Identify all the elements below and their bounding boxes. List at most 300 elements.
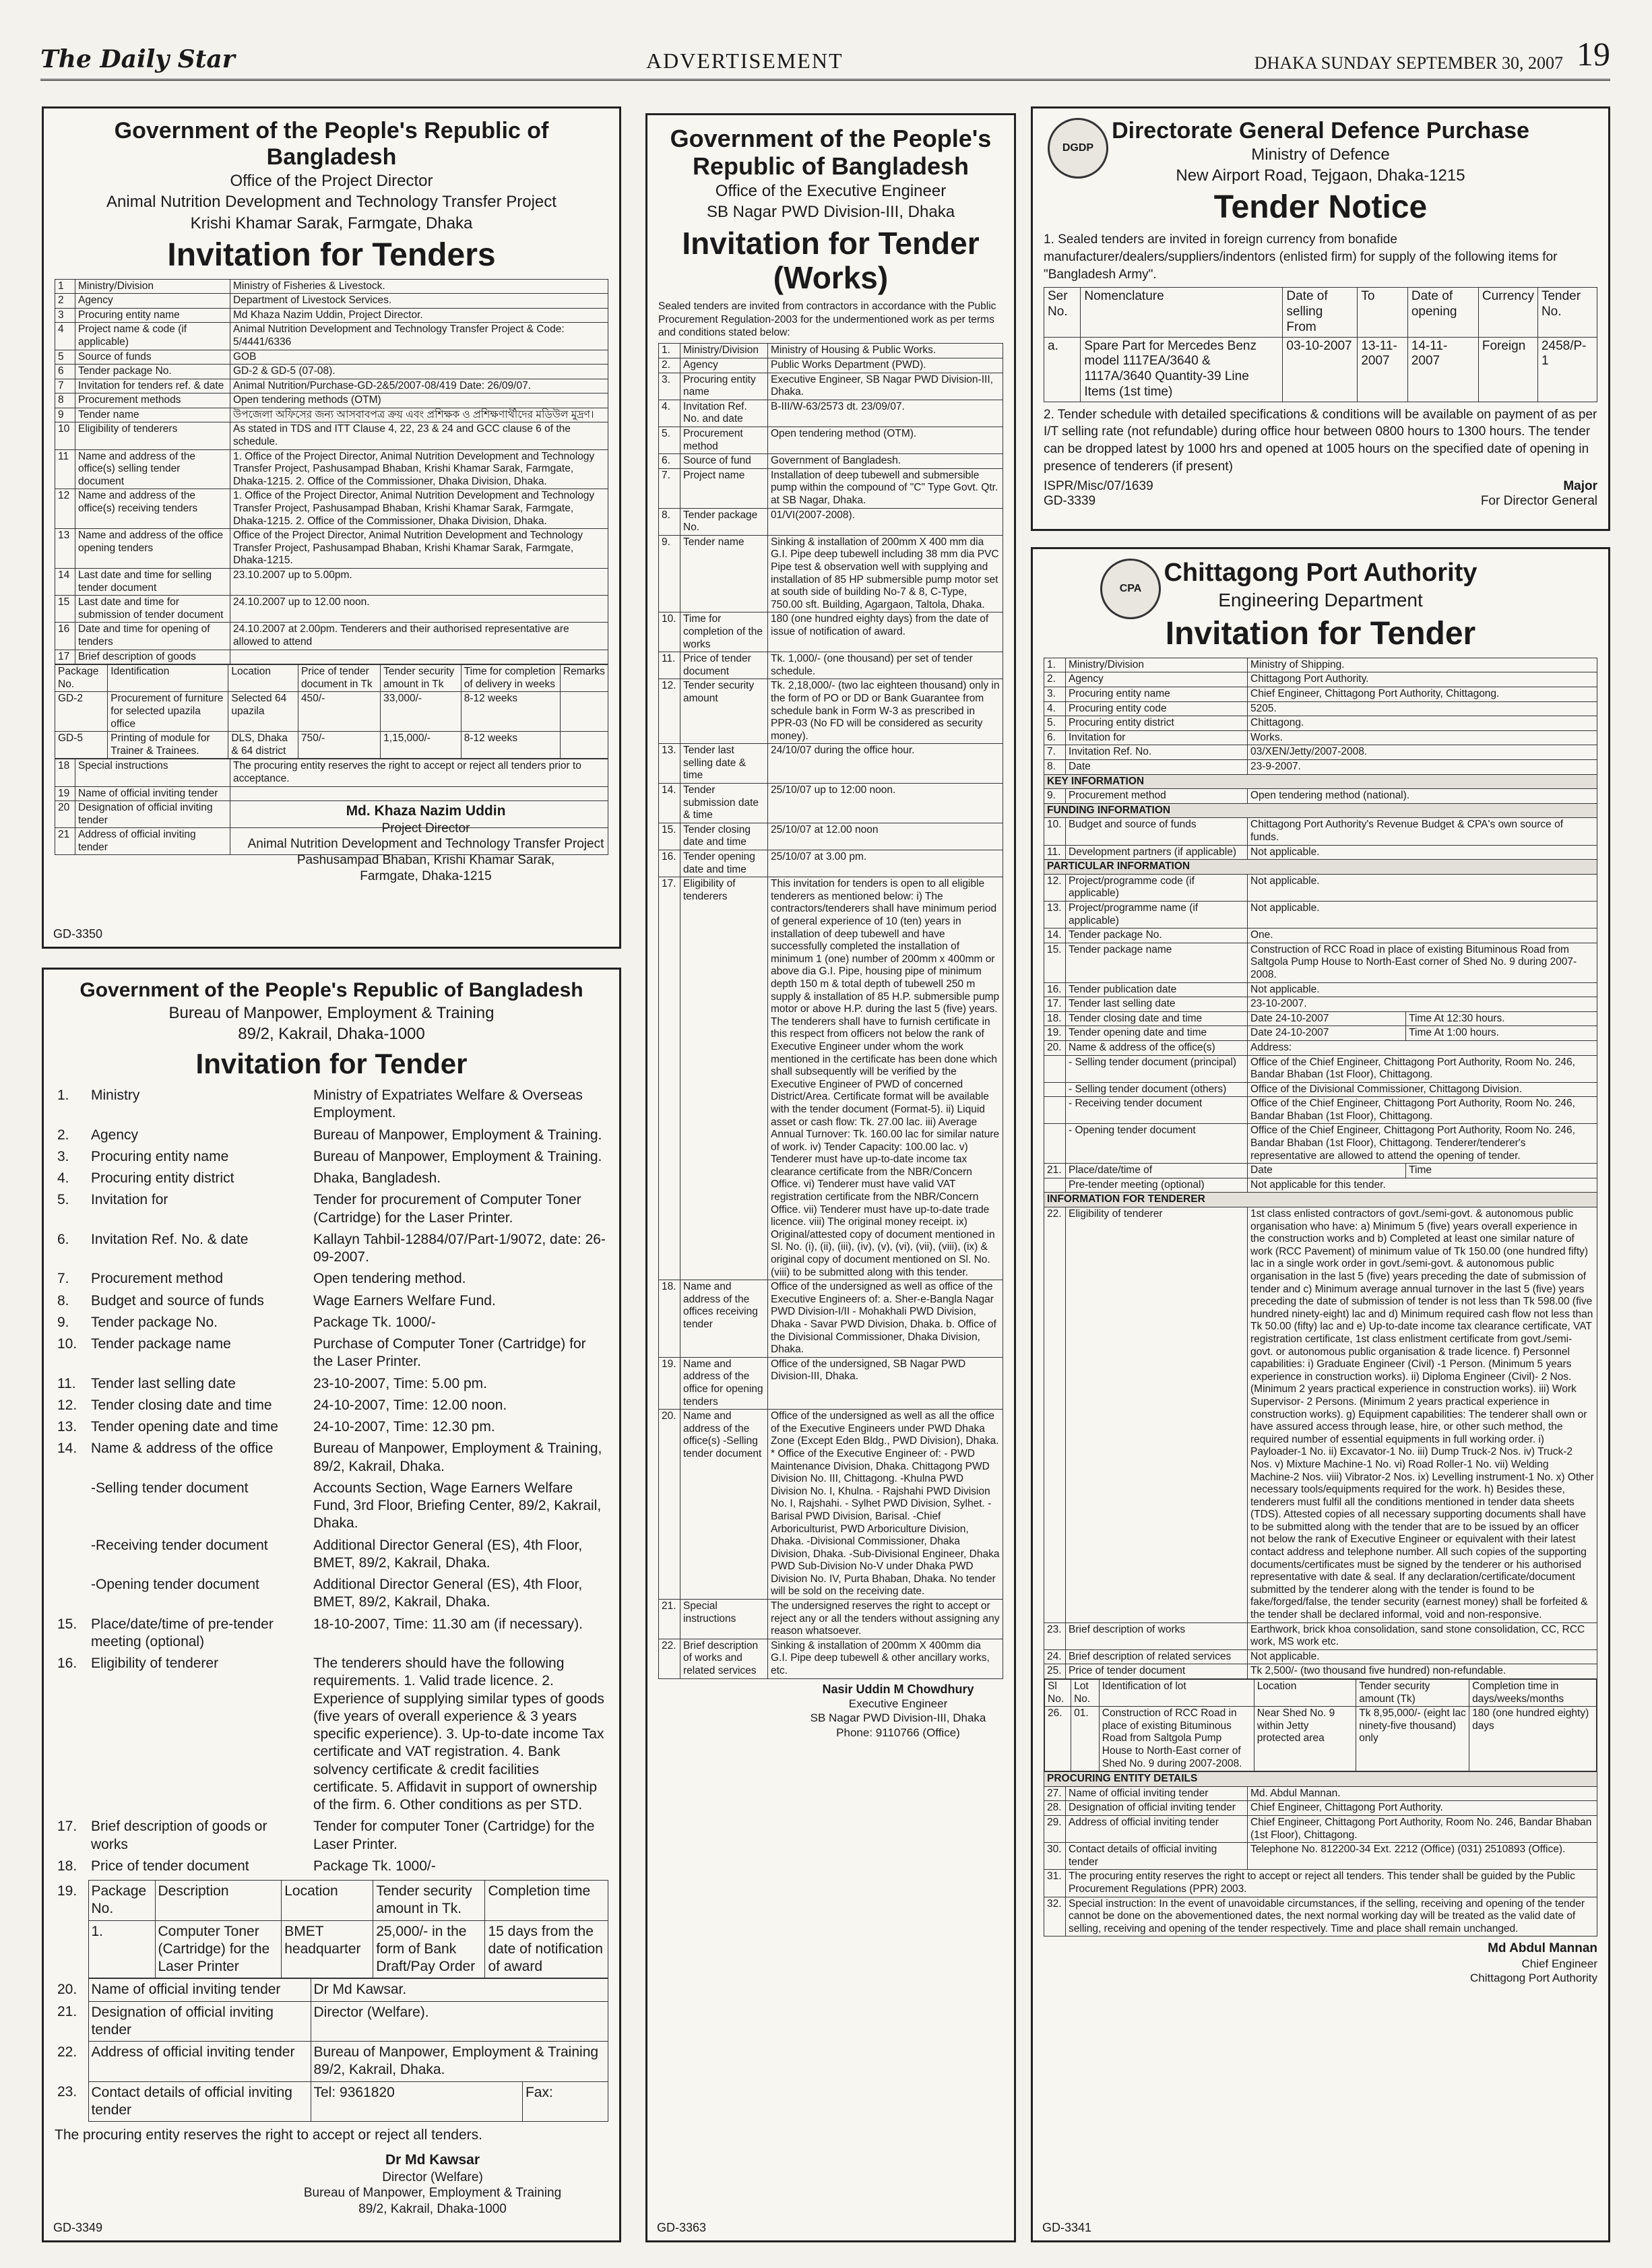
table-cell: Chief Engineer, Chittagong Port Authority. — [1248, 1801, 1597, 1816]
table-cell: Animal Nutrition/Purchase-GD-2&5/2007-08/419 Date: 26/09/07. — [230, 379, 608, 393]
table-cell: Name and address of the office opening tenders — [75, 529, 230, 569]
ad2-signature — [257, 2151, 608, 2217]
table-row — [55, 759, 608, 786]
table-cell: Name and address of the office(s) receiving tenders — [75, 489, 230, 529]
table-cell: Eligibility of tenderer — [91, 1656, 219, 1672]
table-cell: Office of the Divisional Commissioner, Chittagong Division. — [1248, 1082, 1597, 1097]
ad4-c6: 2458/P-1 — [1537, 337, 1597, 402]
ad1-signature — [243, 802, 608, 884]
table-row — [55, 529, 608, 569]
table-cell: Agency — [680, 358, 768, 373]
table-cell: 4 — [55, 323, 75, 350]
table-cell: -Receiving tender document — [91, 1537, 268, 1553]
table-cell: Open tendering method (national). — [1248, 789, 1597, 804]
table-cell: Ministry/Division — [1066, 658, 1248, 672]
table-cell: Not applicable. — [1248, 982, 1597, 997]
table-cell: 21 — [55, 828, 75, 855]
table-row — [659, 744, 1003, 784]
table-cell: Address of official inviting tender — [88, 2042, 311, 2082]
ad3-office: Office of the Executive Engineer — [715, 181, 947, 200]
table-cell: 18. — [1044, 1011, 1066, 1026]
ad4-h6: Tender No. — [1537, 288, 1597, 337]
table-cell: 25/10/07 at 12.00 noon — [768, 823, 1003, 850]
table-row — [55, 1535, 608, 1575]
table-cell: Tk 2,500/- (two thousand five hundred) non-refundable. — [1248, 1664, 1597, 1679]
ad2-pkg-c3: 25,000/- in the form of Bank Draft/Pay Order — [373, 1920, 485, 1978]
section-header — [1044, 1193, 1597, 1207]
ad5-org: Chittagong Port Authority — [1164, 559, 1478, 587]
table-cell: 01. — [1071, 1707, 1100, 1771]
ad-pwd — [645, 113, 1016, 2242]
ad5-title: Invitation for Tender — [1165, 616, 1476, 652]
table-cell: 8-12 weeks — [461, 732, 560, 759]
table-cell: Package Tk. 1000/- — [313, 1314, 436, 1330]
table-cell: 3. — [57, 1148, 69, 1164]
table-cell: Tender for procurement of Computer Toner (Cartridge) for the Laser Printer. — [313, 1192, 581, 1226]
table-cell: 450/- — [298, 692, 380, 732]
table-cell: Public Works Department (PWD). — [768, 358, 1003, 373]
table-cell: Office of the undersigned as well as all the office of the Executive Engineers under PWD Dhaka Zone (Except Eden Bldg., PWD Division), Dhaka. * Office of the Executive Engineer of: - PWD Maintenance Division, Dhaka. Chittagong PWD Division No. III, Chittagong. -Khulna PWD Division No. I, Khulna. - Rajshahi PWD Division No. I, Rajshahi. - Sylhet PWD Division, Sylhet. -Barisal PWD Division, Barisal. -Chief Arboriculturist, PWD Arboriculture Division, Dhaka. -Divisional Commissioner, Dhaka Division, Dhaka. -Sub-Divisional Engineer, Dhaka PWD Sub-Division No-V under Dhaka PWD Division No. IV, Purta Bhaban, Dhaka. No tender will be sold on the receiving date. — [768, 1410, 1003, 1600]
lot-table — [1044, 1679, 1597, 1771]
column-header: Location — [228, 665, 298, 692]
table-cell: 2. — [57, 1127, 69, 1143]
table-cell: Bureau of Manpower, Employment & Training. — [313, 1148, 602, 1164]
table-cell: Procuring entity name — [75, 308, 230, 323]
table-cell — [560, 732, 608, 759]
table-row — [1044, 1124, 1597, 1164]
table-cell: 14. — [659, 784, 680, 823]
table-cell: 1st class enlisted contractors of govt./semi-govt. & autonomous public organisation who have: a) Minimum 5 (five) years overall experience in the construction works and b) Completed at least one similar nature of work (RCC Pavement) of minimum value of Tk 150.00 (one hundred fifty) lac in a single work order in govt./semi-govt. & autonomous public organisation in the last 5 (five) years preceding the date of submission of tender and c) Minimum average annual turnover in the last 5 (five) years preceding the date of submission of tender is not less than Tk 598.00 (five hundred ninety-eight) lac and d) Minimum required cash flow not less than Tk 50.00 (fifty) lac and e) Up-to-date income tax clearance certificate, VAT registration certificate, 1st class enlistment certificate from govt./semi-govt. or autonomous public organisation & trade licence. f) Personnel capabilities: i) Graduate Engineer (Civil) -1 Person. (Minimum 5 years experience in construction works). ii) Diploma Engineer (Civil)- 2 Nos. (Minimum 2 years practical experience in construction works). iii) Work Supervisor- 2 Persons. (Minimum 2 years practical experience in construction works). g) Equipment capabilities: The tenderer shall own or have assured access through lease, hire, or other such method, the required number of essential equipments in full working order. i) Payloader-1 No. ii) Excavator-1 No. iii) Dump Truck-2 Nos. iv) Truck-2 Nos. v) Mixture Machine-1 No. vi) Road Roller-1 No. vii) Welding Machine-2 Nos. viii) Vibrator-2 Nos. ix) Levelling instrument-1 No. x) Other necessary tools/equipments required for the work. h) Besides these, tenderers must fulfil all the conditions mentioned in tender data sheets (TDS). Attested copies of all necessary supporting documents shall have to be submitted along with the tender that are to be issued by an officer not below the rank of Executive Engineer or equivalent with their latest contact address and telephone number. All such copies of the supporting documents/certificates must be signed by the tenderer or his authorised representative with date & seal. If any declaration/certificate/document submitted by the tenderer along with the tender is found to be fake/forged/false, the tender security (earnest money) shall be forfeited & the tender shall be declared informal, void and non-responsive. — [1248, 1207, 1597, 1623]
table-cell: Brief description of works and related services — [680, 1639, 768, 1678]
table-cell: Ministry of Expatriates Welfare & Overseas Employment. — [313, 1088, 583, 1121]
ad2-address: 89/2, Kakrail, Dhaka-1000 — [238, 1024, 425, 1043]
table-cell: 13. — [1044, 901, 1066, 928]
table-row — [1044, 1664, 1597, 1679]
table-cell: Procuring entity name — [680, 373, 768, 400]
table-cell: Invitation Ref. No. — [1066, 745, 1248, 760]
table-cell: Tender package No. — [1066, 928, 1248, 943]
table-cell: Name of official inviting tender — [1066, 1786, 1248, 1801]
table-cell: Date 24-10-2007 — [1248, 1026, 1406, 1041]
ad2-signer-title: Director (Welfare) — [382, 2170, 483, 2184]
ad2-reserve: The procuring entity reserves the right to accept or reject all tenders. — [55, 2127, 482, 2143]
table-cell: Tender closing date and time — [680, 823, 768, 850]
ad5-signature — [1044, 1941, 1597, 1985]
table-cell: Sinking & installation of 200mm X 400 mm dia G.I. Pipe deep tubewell including 38 mm dia PVC Pipe test & observation well with supplying and installation of 85 HP submersible pump motor set at south side of building No-7 & 8, C-Type, 750.00 sft. Building, Agargaon, Taltola, Dhaka. — [768, 535, 1003, 612]
masthead — [40, 35, 1610, 81]
table-cell: 5. — [57, 1192, 69, 1208]
table-cell: Package Tk. 1000/- — [313, 1858, 436, 1874]
table-cell: 5. — [659, 427, 680, 454]
table-row — [659, 612, 1003, 652]
table-cell: 2. — [1044, 672, 1066, 687]
funding-information-header: FUNDING INFORMATION — [1044, 803, 1597, 818]
table-row — [659, 400, 1003, 427]
table-header — [1045, 1680, 1597, 1707]
column-header: Lot No. — [1071, 1680, 1100, 1707]
table-row — [1044, 716, 1597, 731]
section-name: ADVERTISEMENT — [645, 49, 844, 73]
table-row — [55, 732, 608, 759]
table-cell: Place/date/time of — [1066, 1164, 1248, 1178]
table-row — [659, 784, 1003, 823]
table-cell: Development partners (if applicable) — [1066, 845, 1248, 860]
ad2-code: GD-3349 — [53, 2221, 103, 2234]
table-cell: Tk 8,95,000/- (eight lac ninety-five thousand) only — [1356, 1707, 1469, 1771]
table-cell: Date — [1066, 760, 1248, 775]
table-row — [1044, 997, 1597, 1012]
table-cell: 19. — [1044, 1026, 1066, 1041]
ad-cpa — [1031, 547, 1610, 2242]
table-cell: 6. — [1044, 730, 1066, 745]
tenderer-information-header: INFORMATION FOR TENDERER — [1044, 1193, 1597, 1207]
ad1-gov: Government of the People's Republic of Bangladesh — [114, 118, 549, 170]
table-row — [55, 1333, 608, 1373]
column-header: Sl No. — [1045, 1680, 1071, 1707]
table-cell: Tender last selling date & time — [680, 744, 768, 784]
table-cell: 13 — [55, 529, 75, 569]
table-row — [1044, 1623, 1597, 1649]
date-block — [1254, 34, 1610, 73]
table-cell: 9. — [1044, 789, 1066, 804]
ad1-signer: Md. Khaza Nazim Uddin — [346, 803, 506, 819]
table-row — [1044, 901, 1597, 928]
table-cell: 24-10-2007, Time: 12.30 pm. — [313, 1419, 495, 1435]
table-cell: Procuring entity name — [1066, 687, 1248, 702]
table-cell: 26. — [1045, 1707, 1071, 1771]
ad4-signer: Major — [1563, 479, 1597, 494]
ad4-note: 2. Tender schedule with detailed specifications & conditions will be available on payment of as per I/T selling rate (not refundable) during office hour between 0800 hours to 1300 hours. The tender can be dropped latest by 1000 hrs and opened at 1005 hours on the specified date of opening in presence of tenderers (if present) — [1044, 407, 1597, 474]
table-cell: 16 — [55, 623, 75, 650]
table-cell: 2. — [659, 358, 680, 373]
table-cell: 1. — [1044, 658, 1066, 672]
table-cell: Office of the undersigned as well as office of the Executive Engineers of: a. Sher-e-Bangla Nagar PWD Division-I/II - Mohakhali PWD Division, Dhaka - Savar PWD Division, Dhaka. b. Office of the Divisional Commissioner, Dhaka Division, Dhaka. — [768, 1280, 1003, 1358]
table-cell: 21. — [659, 1600, 680, 1639]
table-cell: Address of official inviting tender — [1066, 1815, 1248, 1842]
table-row — [55, 1168, 608, 1189]
table-row — [55, 449, 608, 489]
table-cell: - Selling tender document (others) — [1066, 1082, 1248, 1097]
table-cell: Sinking & installation of 200mm X 400mm dia G.I. Pipe deep tubewell & other ancillary works, etc. — [768, 1639, 1003, 1678]
ad4-org: Directorate General Defence Purchase — [1112, 118, 1529, 144]
table-row — [55, 279, 608, 294]
table-cell: 7 — [55, 379, 75, 393]
table-cell: Tender last selling date — [91, 1375, 236, 1391]
table-cell: 1 — [55, 279, 75, 294]
ad2-signer-addr2: 89/2, Kakrail, Dhaka-1000 — [358, 2202, 507, 2217]
ad4-signer-title: For Director General — [1480, 494, 1597, 509]
ad2-pkg-h3: Tender security amount in Tk. — [373, 1881, 485, 1921]
table-cell: Office of the undersigned, SB Nagar PWD Division-III, Dhaka. — [768, 1357, 1003, 1409]
table-cell: Date 24-10-2007 — [1248, 1011, 1406, 1026]
table-cell: 19. — [659, 1357, 680, 1409]
table-cell: 11. — [1044, 845, 1066, 860]
column-header: Package No. — [55, 665, 108, 692]
ad3-code: GD-3363 — [657, 2221, 707, 2234]
ad-dgdp — [1031, 106, 1610, 531]
table-cell: 20. — [1044, 1040, 1066, 1055]
table-cell: Tender security amount — [680, 679, 768, 744]
table-cell: Tender package No. — [91, 1314, 218, 1330]
table-cell: 13. — [57, 1419, 77, 1435]
table-cell: Tender publication date — [1066, 982, 1248, 997]
table-row — [659, 850, 1003, 877]
table-row — [55, 1312, 608, 1333]
table-cell: 5205. — [1248, 701, 1597, 716]
table-cell: Designation of official inviting tender — [1066, 1801, 1248, 1816]
key-information-header: KEY INFORMATION — [1044, 774, 1597, 789]
ad-bmet — [42, 968, 621, 2242]
table-row — [1044, 1897, 1597, 1936]
table-cell: Eligibility of tenderer — [1066, 1207, 1248, 1623]
table-row — [55, 1268, 608, 1290]
table-cell: The procuring entity reserves the right to accept or reject all tenders. This tender shall be guided by the Public Procurement Regulations (PPR) 2003. — [1066, 1870, 1597, 1897]
table-row — [1044, 1040, 1597, 1055]
table-cell: Invitation for — [91, 1192, 168, 1208]
table-cell: 18 — [55, 759, 75, 786]
table-row — [55, 596, 608, 623]
table-cell: Not applicable. — [1248, 874, 1597, 901]
column-header: Location — [1254, 1680, 1356, 1707]
table-cell: Fax: — [522, 2081, 608, 2122]
table-row — [659, 1639, 1003, 1678]
table-cell: 20. — [659, 1410, 680, 1600]
table-cell: Tender opening date and time — [680, 850, 768, 877]
table-cell — [1044, 1055, 1066, 1082]
table-cell: 17. — [659, 877, 680, 1280]
table-cell: As stated in TDS and ITT Clause 4, 22, 23 & 24 and GCC clause 6 of the schedule. — [230, 422, 608, 449]
table-cell: Brief description of goods — [75, 650, 230, 664]
table-cell: GD-2 — [55, 692, 108, 732]
table-cell — [55, 1478, 88, 1535]
table-row — [55, 1416, 608, 1438]
table-cell: Tender for computer Toner (Cartridge) for the Laser Printer. — [313, 1819, 595, 1852]
ad2-pkg-h2: Location — [282, 1881, 373, 1921]
issue-date: DHAKA SUNDAY SEPTEMBER 30, 2007 — [1254, 53, 1563, 73]
table-row — [55, 1574, 608, 1614]
table-row — [1044, 943, 1597, 982]
table-cell: 14. — [1044, 928, 1066, 943]
table-cell: Ministry/Division — [75, 279, 230, 294]
table-cell: 24.10.2007 up to 12.00 noon. — [230, 596, 608, 623]
table-cell: Agency — [1066, 672, 1248, 687]
table-cell: Project name & code (if applicable) — [75, 323, 230, 350]
table-cell: Date and time for opening of tenders — [75, 623, 230, 650]
table-row — [55, 650, 608, 664]
table-row — [55, 323, 608, 350]
table-cell: Time At 1:00 hours. — [1406, 1026, 1597, 1041]
table-cell: Source of fund — [680, 454, 768, 469]
table-cell: Office of the Project Director, Animal Nutrition Development and Technology Transfer Project, Pashusampad Bhaban, Krishi Khamar Sarak, Farmgate, Dhaka-1215. — [230, 529, 608, 569]
ad4-code: GD-3339 — [1044, 494, 1096, 509]
table-cell: Md Khaza Nazim Uddin, Project Director. — [230, 308, 608, 323]
table-cell: Eligibility of tenderers — [75, 422, 230, 449]
table-cell: Pre-tender meeting (optional) — [1066, 1178, 1248, 1193]
ad3-signer-title: Executive Engineer — [848, 1697, 948, 1711]
table-cell: Tender name — [75, 408, 230, 422]
table-row — [55, 1395, 608, 1416]
table-row — [1044, 1870, 1597, 1897]
ad2-table — [55, 1085, 608, 1877]
ad2-pkg-h0: Package No. — [88, 1881, 155, 1921]
table-cell: 23.10.2007 up to 5.00pm. — [230, 569, 608, 596]
table-cell: - Receiving tender document — [1066, 1097, 1248, 1124]
table-cell: -Selling tender document — [91, 1480, 249, 1496]
table-row — [1044, 672, 1597, 687]
table-cell: 7. — [1044, 745, 1066, 760]
ad4-address: New Airport Road, Tejgaon, Dhaka-1215 — [1176, 166, 1465, 185]
table-row — [55, 1856, 608, 1877]
table-cell: Tender package No. — [680, 508, 768, 535]
table-row — [1044, 1026, 1597, 1041]
ad4-footer — [1044, 479, 1597, 509]
table-cell: 12 — [55, 489, 75, 529]
ad2-row19-num: 19. — [57, 1883, 77, 1899]
table-cell: 5. — [1044, 716, 1066, 731]
table-cell: Not applicable for this tender. — [1248, 1178, 1597, 1193]
ad1-project: Animal Nutrition Development and Technology Transfer Project — [106, 193, 557, 212]
column-header: Identification — [108, 665, 228, 692]
table-cell: Budget and source of funds — [91, 1292, 264, 1309]
table-cell: 9 — [55, 408, 75, 422]
table-row — [55, 422, 608, 449]
table-cell: Tk. 2,18,000/- (two lac eighteen thousand) only in the form of PO or DD or Bank Guarantee from schedule bank in Form W-3 as prescribed in PPR-03 (No FD will be considered as security money). — [768, 679, 1003, 744]
table-cell: Works. — [1248, 730, 1597, 745]
table-cell: Wage Earners Welfare Fund. — [313, 1292, 496, 1309]
table-row — [55, 2042, 608, 2082]
ad4-c4: 14-11-2007 — [1407, 337, 1478, 402]
table-cell: Procuring entity code — [1066, 701, 1248, 716]
ad4-title: Tender Notice — [1213, 189, 1428, 226]
table-cell: Bureau of Manpower, Employment & Training 89/2, Kakrail, Dhaka. — [311, 2042, 608, 2082]
ad4-ministry: Ministry of Defence — [1251, 146, 1390, 164]
table-cell: 24-10-2007, Time: 12.00 noon. — [313, 1397, 507, 1413]
table-cell: Tender last selling date — [1066, 997, 1248, 1012]
table-cell: 12. — [659, 679, 680, 744]
table-cell: Designation of official inviting tender — [88, 2001, 311, 2042]
table-cell: Chief Engineer, Chittagong Port Authority, Room No. 246, Bandar Bhaban (1st Floor), Chittagong. — [1248, 1815, 1597, 1842]
table-row — [55, 1085, 608, 1125]
ad4-c3: 13-11-2007 — [1358, 337, 1408, 402]
table-cell: Open tendering method (OTM). — [768, 427, 1003, 454]
table-row — [659, 454, 1003, 469]
table-cell: 750/- — [298, 732, 380, 759]
table-row — [659, 1357, 1003, 1409]
table-cell: Dhaka, Bangladesh. — [313, 1170, 441, 1187]
table-cell: Procurement methods — [75, 393, 230, 408]
ad1-signer-addr1: Animal Nutrition Development and Technology Transfer Project — [247, 837, 604, 852]
table-cell: 25/10/07 up to 12:00 noon. — [768, 784, 1003, 823]
table-cell: Near Shed No. 9 within Jetty protected area — [1254, 1707, 1356, 1771]
page-number: 19 — [1576, 35, 1610, 73]
ad2-office: Bureau of Manpower, Employment & Training — [168, 1003, 495, 1022]
table-row — [659, 877, 1003, 1280]
table-cell: Tender opening date and time — [1066, 1026, 1248, 1041]
table-cell: 25. — [1044, 1664, 1066, 1679]
table-cell: Installation of deep tubewell and submersible pump within the compound of "C" Type Govt. Qtr. at SB Nagar, Dhaka. — [768, 468, 1003, 508]
table-cell: Executive Engineer, SB Nagar PWD Division-III, Dhaka. — [768, 373, 1003, 400]
table-cell: Office of the Chief Engineer, Chittagong Port Authority, Room No. 246, Bandar Bhaban (1st Floor), Chittagong. Tenderer/tenderer's representative are allowed to attend the opening of tender. — [1248, 1124, 1597, 1164]
table-cell: Office of the Chief Engineer, Chittagong Port Authority, Room No. 246, Bandar Bhaban (1st Floor), Chittagong. — [1248, 1097, 1597, 1124]
table-cell: Tender closing date and time — [91, 1397, 272, 1413]
table-cell: 10. — [57, 1336, 77, 1352]
table-cell: Project/programme name (if applicable) — [1066, 901, 1248, 928]
table-row — [1044, 760, 1597, 775]
table-row — [659, 373, 1003, 400]
table-row — [55, 1438, 608, 1478]
ad4-c5: Foreign — [1478, 337, 1537, 402]
table-cell: - Opening tender document — [1066, 1124, 1248, 1164]
table-cell: The undersigned reserves the right to accept or reject any or all the tenders without assigning any reason whatsoever. — [768, 1600, 1003, 1639]
table-cell: 16. — [57, 1656, 77, 1672]
table-cell: 6 — [55, 365, 75, 379]
ad4-h5: Currency — [1478, 288, 1537, 337]
table-row — [1044, 845, 1597, 860]
table-cell: Earthwork, brick khoa consolidation, sand stone consolidation, CC, RCC work, MS work etc. — [1248, 1623, 1597, 1649]
table-cell: 24.10.2007 at 2.00pm. Tenderers and their authorised representative are allowed to attend — [230, 623, 608, 650]
lot-row — [1044, 1679, 1597, 1772]
table-cell: Budget and source of funds — [1066, 818, 1248, 845]
table-row — [55, 1125, 608, 1146]
table-row — [55, 786, 608, 801]
table-cell: 25/10/07 at 3.00 pm. — [768, 850, 1003, 877]
table-cell: 10. — [659, 612, 680, 652]
table-row — [55, 692, 608, 732]
table-cell: Invitation Ref. No. & date — [91, 1231, 249, 1247]
table-cell: B-III/W-63/2573 dt. 23/09/07. — [768, 400, 1003, 427]
particular-information-header: PARTICULAR INFORMATION — [1044, 860, 1597, 875]
table-cell: Md. Abdul Mannan. — [1248, 1786, 1597, 1801]
ad1-signer-addr3: Farmgate, Dhaka-1215 — [360, 869, 492, 883]
table-row — [55, 365, 608, 379]
table-cell: Procurement method — [680, 427, 768, 454]
ad5-signer-title: Chief Engineer — [1521, 1957, 1597, 1971]
table-cell: 8. — [57, 1292, 69, 1309]
table-row — [55, 569, 608, 596]
table-cell: 4. — [1044, 701, 1066, 716]
table-cell: Chittagong Port Authority's Revenue Budget & CPA's own source of funds. — [1248, 818, 1597, 845]
table-cell: 6. — [57, 1231, 69, 1247]
table-cell: Contact details of official inviting tender — [1066, 1843, 1248, 1870]
ad1-goods-table — [55, 664, 608, 759]
table-cell: Name and address of the office(s) selling tender document — [75, 449, 230, 489]
table-cell: 20 — [55, 801, 75, 828]
table-cell: Tk. 1,000/- (one thousand) per set of tender schedule. — [768, 652, 1003, 679]
table-cell: Procuring entity district — [91, 1170, 234, 1187]
table-row — [55, 1373, 608, 1395]
table-cell: Construction of RCC Road in place of existing Bituminous Road from Saltgola Pump House to North-East corner of Shed No. 9 during 2007-2008. — [1099, 1707, 1254, 1771]
table-row — [1044, 1815, 1597, 1842]
column-header: Remarks — [560, 665, 608, 692]
table-row — [1044, 1097, 1597, 1124]
table-cell: Contact details of official inviting tender — [88, 2081, 311, 2122]
table-cell: Office of the Chief Engineer, Chittagong Port Authority, Room No. 246, Bandar Bhaban (1st Floor), Chittagong. — [1248, 1055, 1597, 1082]
table-cell: 10. — [1044, 818, 1066, 845]
table-row — [55, 1229, 608, 1269]
table-row — [55, 2001, 608, 2042]
ad3-signer-addr: SB Nagar PWD Division-III, Dhaka — [810, 1711, 986, 1725]
table-cell: Invitation for tenders ref. & date — [75, 379, 230, 393]
table-row — [1044, 730, 1597, 745]
table-cell — [1044, 1178, 1066, 1193]
ad2-signer: Dr Md Kawsar — [385, 2152, 480, 2168]
table-cell: GOB — [230, 350, 608, 365]
ad1-office: Office of the Project Director — [230, 172, 433, 191]
table-cell: 18-10-2007, Time: 11.30 am (if necessary). — [313, 1616, 583, 1632]
table-cell: Construction of RCC Road in place of existing Bituminous Road from Saltgola Pump House to North-East corner of Shed No. 9 during 2007-2008. — [1248, 943, 1597, 982]
table-row — [55, 1146, 608, 1168]
table-cell: 12. — [1044, 874, 1066, 901]
